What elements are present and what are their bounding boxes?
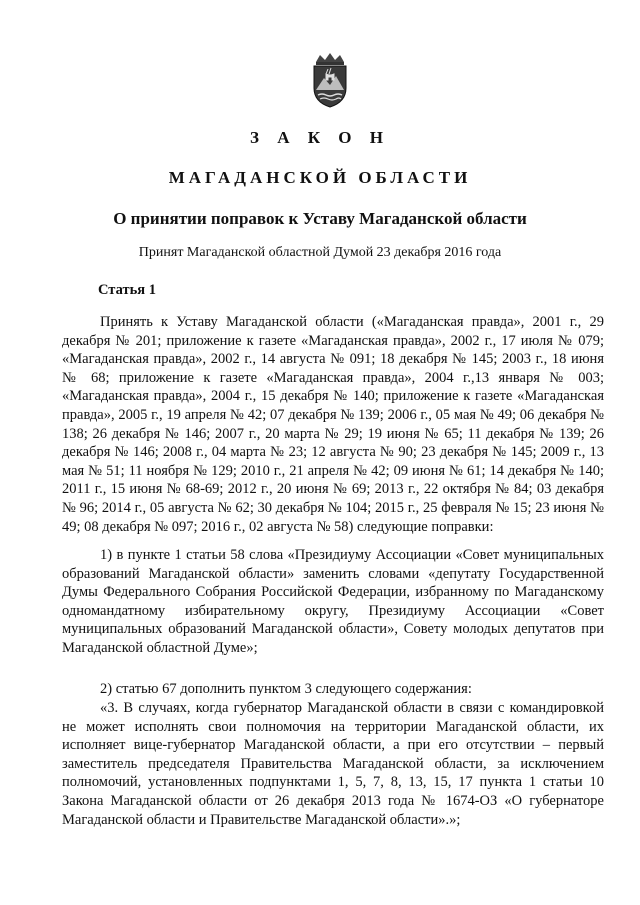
coat-of-arms-icon <box>306 52 354 108</box>
article-paragraph: 2) статью 67 дополнить пунктом 3 следующего содержания: <box>100 681 472 697</box>
region-heading: МАГАДАНСКОЙ ОБЛАСТИ <box>168 168 472 187</box>
law-title: О принятии поправок к Уставу Магаданской области <box>113 209 527 228</box>
article-paragraph: «3. В случаях, когда губернатор Магаданской области в связи с командировкой не может исполнять свои полномочия на территории Магаданской области, их исполняет вице-губернатор Магаданской области, а при его отсутствии – первый заместитель председателя Правительства Магаданской области, за исключением полномочий, установленных подпунктами 1, 5, 7, 8, 13, 15, 17 пункта 1 статьи 10 Закона Магаданской области от 26 декабря 2013 года № 1674-ОЗ «О губернаторе Магаданской области и Правительстве Магаданской области».»; <box>62 700 604 828</box>
article-paragraph: Принять к Уставу Магаданской области («Магаданская правда», 2001 г., 29 декабря № 201; приложение к газете «Магаданская правда», 2002 г., 17 июля № 079; «Магаданская правда», 2002 г., 14 августа № 091; 18 декабря № 145; 2003 г., 18 июня № 68; приложение к газете «Магаданская правда», 2004 г.,13 января № 003; «Магаданская правда», 2004 г., 15 декабря № 140; приложение к газете «Магаданская правда», 2005 г., 19 апреля № 42; 07 декабря № 139; 2006 г., 05 мая № 49; 06 декабря № 138; 26 декабря № 146; 2007 г., 20 марта № 29; 19 июня № 65; 11 декабря № 139; 26 декабря № 146; 2008 г., 04 марта № 23; 12 августа № 90; 23 декабря № 145; 2009 г., 13 мая № 51; 11 ноября № 129; 2010 г., 21 апреля № 42; 09 июня № 61; 14 декабря № 140; 2011 г., 15 июня № 68-69; 2012 г., 20 июня № 69; 2013 г., 22 октября № 84; 03 декабря № 96; 2014 г., 05 августа № 62; 30 декабря № 104; 2015 г., 25 февраля № 15; 23 июня № 49; 08 декабря № 097; 2016 г., 02 августа № 58) следующие поправки: <box>62 314 604 535</box>
article-paragraph: 1) в пункте 1 статьи 58 слова «Президиуму Ассоциации «Совет муниципальных образований Магаданской области» заменить словами «депутату Государственной Думы Федерального Собрания Российской Федерации, избранному по Магаданскому одномандатному избирательному округу, Президиуму Ассоциации «Совет муниципальных образований Магаданской области», Совету молодых депутатов при Магаданской областной Думе»; <box>62 547 604 656</box>
adoption-note: Принят Магаданской областной Думой 23 декабря 2016 года <box>138 245 502 260</box>
article-heading: Статья 1 <box>98 282 156 298</box>
document-type-heading: З А К О Н <box>249 128 391 147</box>
